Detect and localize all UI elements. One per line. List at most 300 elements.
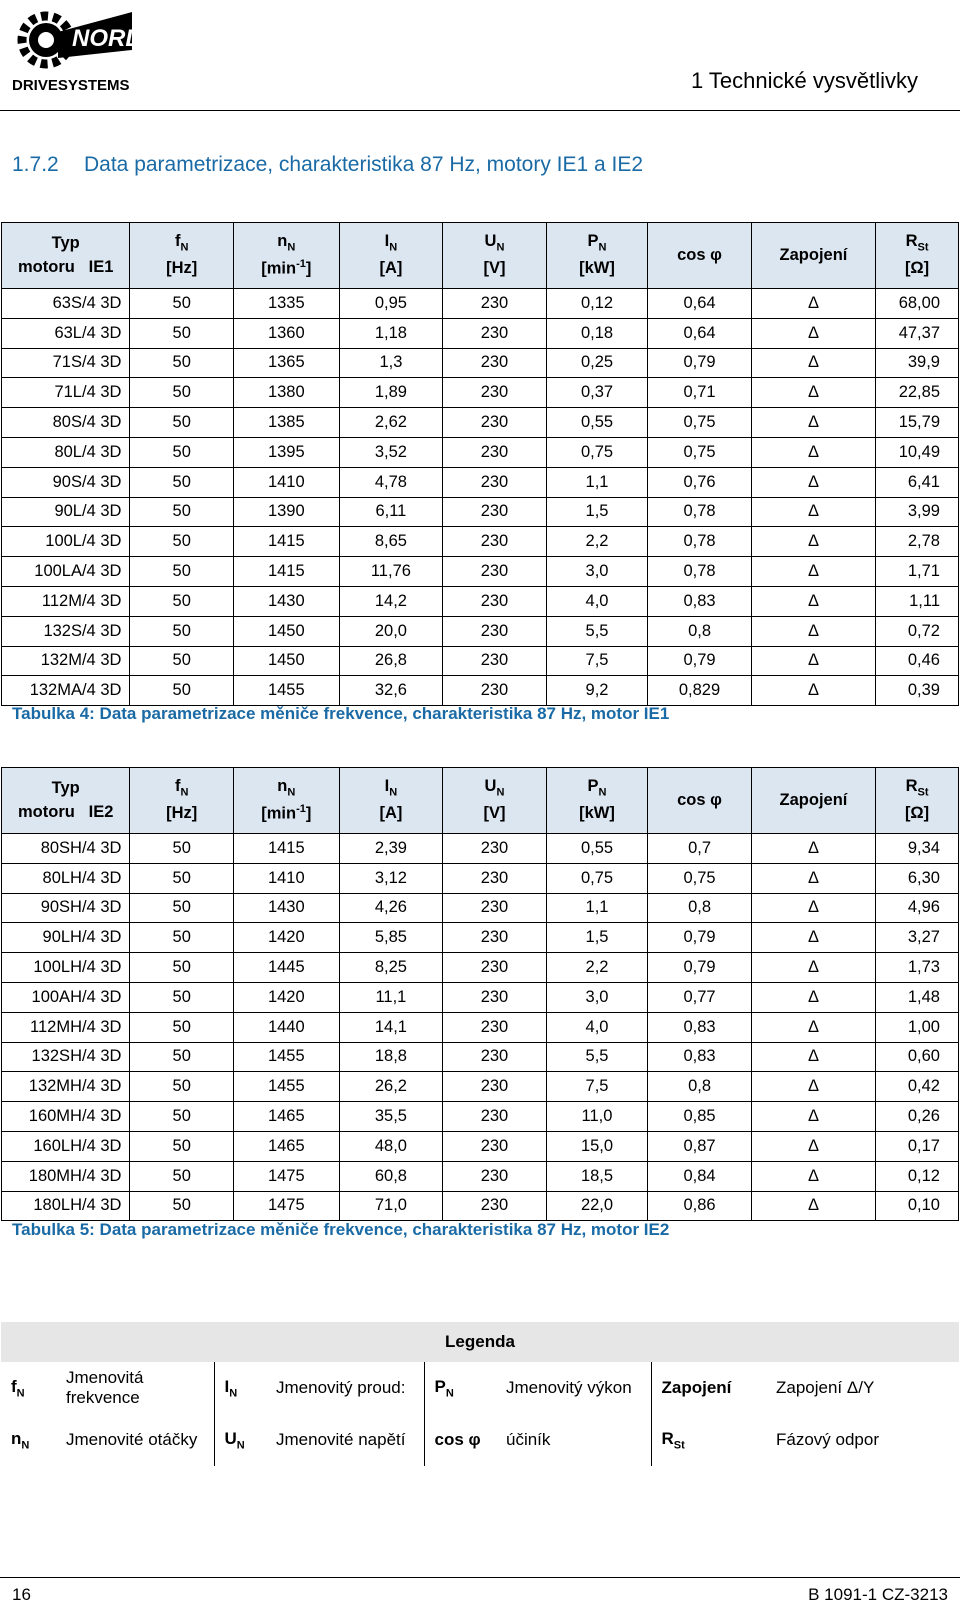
header-frequency: $f_N$ [Hz] [130, 223, 234, 289]
legend-desc-un: Jmenovité napětí [276, 1430, 406, 1449]
cell-frequency: 50 [130, 318, 234, 348]
page-number: 16 [12, 1585, 31, 1604]
page-header-title: 1 Technické vysvětlivky [690, 68, 918, 93]
cell-cos-phi: 0,8 [648, 1072, 752, 1102]
header-type: Typ motoru IE1 [2, 223, 130, 289]
cell-voltage: 230 [443, 1012, 547, 1042]
table-row [2, 467, 959, 497]
cell-type: 132SH/4 3D [2, 1042, 130, 1072]
section-number: 1.7.2 [12, 153, 59, 176]
cell-type: 100AH/4 3D [2, 982, 130, 1012]
cell-type: 160LH/4 3D [2, 1131, 130, 1161]
cell-frequency: 50 [130, 527, 234, 557]
cell-frequency: 50 [130, 1102, 234, 1132]
cell-type: 180MH/4 3D [2, 1161, 130, 1191]
cell-voltage: 230 [443, 586, 547, 616]
cell-power: 15,0 [546, 1131, 648, 1161]
table-row [2, 982, 959, 1012]
legend-symbol-pn: $P_N$ [424, 1362, 496, 1414]
cell-cos-phi: 0,79 [648, 348, 752, 378]
cell-speed: 1415 [233, 557, 339, 587]
table-row [2, 348, 959, 378]
cell-cos-phi: 0,78 [648, 497, 752, 527]
table-row [2, 586, 959, 616]
cell-power: 0,75 [546, 437, 648, 467]
cell-speed: 1395 [233, 437, 339, 467]
table-ie1 [1, 222, 959, 706]
cell-power: 0,25 [546, 348, 648, 378]
cell-resistance: 4,96 [876, 893, 959, 923]
cell-cos-phi: 0,78 [648, 557, 752, 587]
cell-cos-phi: 0,83 [648, 1012, 752, 1042]
legend-desc-in: Jmenovitý proud: [276, 1378, 406, 1397]
cell-resistance: 0,12 [876, 1161, 959, 1191]
cell-resistance: 39,9 [876, 348, 959, 378]
cell-voltage: 230 [443, 834, 547, 864]
header-connection: Zapojení [751, 223, 875, 289]
table-row [2, 1102, 959, 1132]
cell-type: 63L/4 3D [2, 318, 130, 348]
cell-connection: Δ [751, 437, 875, 467]
cell-connection: Δ [751, 527, 875, 557]
header-connection: Zapojení [751, 768, 875, 834]
table-row [2, 557, 959, 587]
cell-frequency: 50 [130, 408, 234, 438]
cell-type: 132MH/4 3D [2, 1072, 130, 1102]
header-cos-phi: cos φ [648, 768, 752, 834]
cell-type: 90L/4 3D [2, 497, 130, 527]
legend-desc-nn: Jmenovité otáčky [66, 1430, 198, 1449]
cell-voltage: 230 [443, 953, 547, 983]
cell-resistance: 47,37 [876, 318, 959, 348]
cell-current: 26,8 [339, 646, 443, 676]
cell-type: 71L/4 3D [2, 378, 130, 408]
cell-power: 18,5 [546, 1161, 648, 1191]
cell-connection: Δ [751, 863, 875, 893]
legend-symbol-in: $I_N$ [214, 1362, 266, 1414]
cell-voltage: 230 [443, 923, 547, 953]
cell-current: 18,8 [339, 1042, 443, 1072]
cell-current: 14,1 [339, 1012, 443, 1042]
cell-speed: 1455 [233, 676, 339, 706]
cell-current: 14,2 [339, 586, 443, 616]
table-ie2 [1, 767, 959, 1221]
cell-connection: Δ [751, 1161, 875, 1191]
table-row [2, 616, 959, 646]
cell-current: 3,52 [339, 437, 443, 467]
table-row [2, 527, 959, 557]
cell-type: 132M/4 3D [2, 646, 130, 676]
legend-table [1, 1322, 959, 1466]
table-row [2, 646, 959, 676]
cell-power: 11,0 [546, 1102, 648, 1132]
cell-cos-phi: 0,829 [648, 676, 752, 706]
header-divider [0, 110, 960, 111]
table-row [2, 893, 959, 923]
cell-speed: 1360 [233, 318, 339, 348]
cell-type: 90LH/4 3D [2, 923, 130, 953]
table-row [2, 1191, 959, 1221]
svg-text:NORD: NORD [72, 25, 143, 52]
cell-type: 112MH/4 3D [2, 1012, 130, 1042]
cell-cos-phi: 0,79 [648, 923, 752, 953]
cell-power: 1,5 [546, 923, 648, 953]
legend-desc-rst: Fázový odpor [776, 1430, 879, 1449]
cell-resistance: 1,73 [876, 953, 959, 983]
cell-frequency: 50 [130, 437, 234, 467]
table-row [2, 408, 959, 438]
cell-resistance: 68,00 [876, 289, 959, 319]
cell-speed: 1450 [233, 646, 339, 676]
cell-frequency: 50 [130, 923, 234, 953]
cell-cos-phi: 0,79 [648, 953, 752, 983]
cell-current: 71,0 [339, 1191, 443, 1221]
nord-logo [12, 6, 143, 96]
cell-current: 3,12 [339, 863, 443, 893]
cell-current: 20,0 [339, 616, 443, 646]
cell-current: 48,0 [339, 1131, 443, 1161]
cell-cos-phi: 0,64 [648, 289, 752, 319]
cell-speed: 1390 [233, 497, 339, 527]
cell-resistance: 0,17 [876, 1131, 959, 1161]
cell-frequency: 50 [130, 1012, 234, 1042]
table-row [2, 437, 959, 467]
cell-speed: 1335 [233, 289, 339, 319]
cell-power: 3,0 [546, 982, 648, 1012]
header-type: Typ motoru IE2 [2, 768, 130, 834]
cell-power: 2,2 [546, 953, 648, 983]
cell-type: 80LH/4 3D [2, 863, 130, 893]
cell-power: 7,5 [546, 646, 648, 676]
cell-connection: Δ [751, 348, 875, 378]
cell-type: 100LA/4 3D [2, 557, 130, 587]
cell-speed: 1415 [233, 527, 339, 557]
cell-frequency: 50 [130, 982, 234, 1012]
cell-type: 180LH/4 3D [2, 1191, 130, 1221]
cell-speed: 1475 [233, 1161, 339, 1191]
cell-speed: 1420 [233, 982, 339, 1012]
cell-type: 160MH/4 3D [2, 1102, 130, 1132]
cell-power: 4,0 [546, 586, 648, 616]
cell-connection: Δ [751, 953, 875, 983]
cell-frequency: 50 [130, 378, 234, 408]
cell-speed: 1455 [233, 1072, 339, 1102]
cell-speed: 1450 [233, 616, 339, 646]
cell-connection: Δ [751, 408, 875, 438]
legend-desc-pn: Jmenovitý výkon [506, 1378, 632, 1397]
cell-current: 1,3 [339, 348, 443, 378]
cell-speed: 1440 [233, 1012, 339, 1042]
header-current: $I_N$ [A] [339, 223, 443, 289]
table-row [2, 378, 959, 408]
cell-power: 0,37 [546, 378, 648, 408]
table-row [2, 676, 959, 706]
cell-connection: Δ [751, 557, 875, 587]
cell-voltage: 230 [443, 1042, 547, 1072]
cell-resistance: 3,99 [876, 497, 959, 527]
cell-power: 0,55 [546, 408, 648, 438]
legend-title: Legenda [1, 1322, 959, 1362]
cell-current: 8,25 [339, 953, 443, 983]
cell-resistance: 22,85 [876, 378, 959, 408]
cell-connection: Δ [751, 378, 875, 408]
cell-cos-phi: 0,75 [648, 863, 752, 893]
cell-cos-phi: 0,75 [648, 408, 752, 438]
cell-resistance: 0,39 [876, 676, 959, 706]
cell-type: 80SH/4 3D [2, 834, 130, 864]
cell-connection: Δ [751, 467, 875, 497]
cell-frequency: 50 [130, 616, 234, 646]
cell-power: 7,5 [546, 1072, 648, 1102]
cell-power: 0,75 [546, 863, 648, 893]
cell-connection: Δ [751, 1102, 875, 1132]
cell-type: 80S/4 3D [2, 408, 130, 438]
section-title: Data parametrizace, charakteristika 87 Hz, motory IE1 a IE2 [84, 153, 644, 176]
cell-voltage: 230 [443, 1131, 547, 1161]
cell-type: 100LH/4 3D [2, 953, 130, 983]
cell-current: 5,85 [339, 923, 443, 953]
cell-cos-phi: 0,83 [648, 586, 752, 616]
cell-voltage: 230 [443, 437, 547, 467]
cell-resistance: 3,27 [876, 923, 959, 953]
header-resistance: $R_{St}$ [Ω] [876, 223, 959, 289]
cell-voltage: 230 [443, 1072, 547, 1102]
cell-cos-phi: 0,84 [648, 1161, 752, 1191]
cell-connection: Δ [751, 1131, 875, 1161]
cell-power: 0,18 [546, 318, 648, 348]
header-speed: $n_N$ $[\min^{-1}]$ [233, 768, 339, 834]
table-row [2, 1072, 959, 1102]
cell-power: 5,5 [546, 616, 648, 646]
cell-current: 1,18 [339, 318, 443, 348]
cell-current: 4,78 [339, 467, 443, 497]
cell-voltage: 230 [443, 378, 547, 408]
cell-current: 26,2 [339, 1072, 443, 1102]
cell-power: 4,0 [546, 1012, 648, 1042]
cell-speed: 1415 [233, 834, 339, 864]
cell-connection: Δ [751, 1012, 875, 1042]
document-number: B 1091-1 CZ-3213 [808, 1585, 948, 1604]
cell-power: 1,1 [546, 893, 648, 923]
cell-voltage: 230 [443, 1161, 547, 1191]
header-cos-phi: cos φ [648, 223, 752, 289]
cell-frequency: 50 [130, 646, 234, 676]
cell-speed: 1410 [233, 467, 339, 497]
cell-connection: Δ [751, 586, 875, 616]
cell-current: 0,95 [339, 289, 443, 319]
cell-type: 80L/4 3D [2, 437, 130, 467]
cell-cos-phi: 0,8 [648, 616, 752, 646]
cell-frequency: 50 [130, 289, 234, 319]
cell-cos-phi: 0,71 [648, 378, 752, 408]
cell-connection: Δ [751, 676, 875, 706]
cell-power: 22,0 [546, 1191, 648, 1221]
cell-frequency: 50 [130, 1161, 234, 1191]
cell-connection: Δ [751, 289, 875, 319]
cell-resistance: 9,34 [876, 834, 959, 864]
cell-frequency: 50 [130, 557, 234, 587]
cell-voltage: 230 [443, 289, 547, 319]
cell-cos-phi: 0,85 [648, 1102, 752, 1132]
cell-connection: Δ [751, 982, 875, 1012]
cell-power: 9,2 [546, 676, 648, 706]
legend-symbol-cos: cos φ [424, 1414, 496, 1466]
cell-current: 11,1 [339, 982, 443, 1012]
table-row [2, 497, 959, 527]
cell-speed: 1445 [233, 953, 339, 983]
cell-type: 90SH/4 3D [2, 893, 130, 923]
cell-current: 6,11 [339, 497, 443, 527]
cell-voltage: 230 [443, 318, 547, 348]
cell-frequency: 50 [130, 893, 234, 923]
cell-current: 8,65 [339, 527, 443, 557]
cell-current: 35,5 [339, 1102, 443, 1132]
cell-resistance: 1,11 [876, 586, 959, 616]
svg-text:DRIVESYSTEMS: DRIVESYSTEMS [12, 77, 130, 94]
cell-cos-phi: 0,78 [648, 527, 752, 557]
cell-power: 5,5 [546, 1042, 648, 1072]
legend-desc-fn: Jmenovitá frekvence [66, 1368, 144, 1407]
cell-cos-phi: 0,86 [648, 1191, 752, 1221]
cell-frequency: 50 [130, 1072, 234, 1102]
cell-type: 100L/4 3D [2, 527, 130, 557]
legend-symbol-fn: $f_N$ [11, 1376, 25, 1400]
cell-frequency: 50 [130, 497, 234, 527]
cell-resistance: 15,79 [876, 408, 959, 438]
cell-speed: 1430 [233, 586, 339, 616]
legend-desc-cos: účiník [506, 1430, 551, 1449]
cell-cos-phi: 0,83 [648, 1042, 752, 1072]
cell-type: 112M/4 3D [2, 586, 130, 616]
table-row [2, 1012, 959, 1042]
cell-type: 90S/4 3D [2, 467, 130, 497]
cell-connection: Δ [751, 497, 875, 527]
cell-connection: Δ [751, 616, 875, 646]
cell-cos-phi: 0,8 [648, 893, 752, 923]
cell-voltage: 230 [443, 863, 547, 893]
header-power: $P_N$ [kW] [546, 223, 648, 289]
header-voltage: $U_N$ [V] [443, 223, 547, 289]
cell-speed: 1465 [233, 1102, 339, 1132]
cell-resistance: 2,78 [876, 527, 959, 557]
cell-frequency: 50 [130, 1042, 234, 1072]
legend-symbol-nn: $n_N$ [11, 1428, 30, 1452]
cell-speed: 1475 [233, 1191, 339, 1221]
cell-voltage: 230 [443, 1102, 547, 1132]
cell-resistance: 1,00 [876, 1012, 959, 1042]
cell-connection: Δ [751, 1072, 875, 1102]
cell-current: 32,6 [339, 676, 443, 706]
table-row [2, 953, 959, 983]
cell-cos-phi: 0,76 [648, 467, 752, 497]
cell-speed: 1380 [233, 378, 339, 408]
cell-resistance: 1,71 [876, 557, 959, 587]
cell-voltage: 230 [443, 348, 547, 378]
table-caption-ie1: Tabulka 4: Data parametrizace měniče frekvence, charakteristika 87 Hz, motor IE1 [12, 704, 670, 723]
cell-speed: 1365 [233, 348, 339, 378]
cell-frequency: 50 [130, 1131, 234, 1161]
table-row [2, 834, 959, 864]
legend-symbol-un: $U_N$ [214, 1414, 266, 1466]
cell-type: 63S/4 3D [2, 289, 130, 319]
cell-resistance: 0,46 [876, 646, 959, 676]
cell-voltage: 230 [443, 646, 547, 676]
cell-resistance: 0,26 [876, 1102, 959, 1132]
cell-resistance: 6,41 [876, 467, 959, 497]
cell-voltage: 230 [443, 467, 547, 497]
cell-current: 4,26 [339, 893, 443, 923]
cell-type: 71S/4 3D [2, 348, 130, 378]
cell-resistance: 0,42 [876, 1072, 959, 1102]
cell-power: 0,55 [546, 834, 648, 864]
cell-power: 3,0 [546, 557, 648, 587]
cell-voltage: 230 [443, 557, 547, 587]
cell-current: 60,8 [339, 1161, 443, 1191]
cell-connection: Δ [751, 923, 875, 953]
cell-resistance: 6,30 [876, 863, 959, 893]
cell-frequency: 50 [130, 1191, 234, 1221]
cell-frequency: 50 [130, 348, 234, 378]
cell-speed: 1410 [233, 863, 339, 893]
cell-connection: Δ [751, 646, 875, 676]
header-current: $I_N$ [A] [339, 768, 443, 834]
cell-cos-phi: 0,79 [648, 646, 752, 676]
cell-resistance: 1,48 [876, 982, 959, 1012]
cell-cos-phi: 0,7 [648, 834, 752, 864]
cell-frequency: 50 [130, 467, 234, 497]
cell-voltage: 230 [443, 497, 547, 527]
cell-cos-phi: 0,77 [648, 982, 752, 1012]
cell-connection: Δ [751, 834, 875, 864]
legend-symbol-zapojeni: Zapojení [651, 1362, 766, 1414]
cell-power: 0,12 [546, 289, 648, 319]
cell-connection: Δ [751, 1191, 875, 1221]
cell-power: 2,2 [546, 527, 648, 557]
cell-current: 2,39 [339, 834, 443, 864]
table-row [2, 923, 959, 953]
cell-resistance: 0,72 [876, 616, 959, 646]
legend-symbol-rst: $R_{St}$ [651, 1414, 766, 1466]
cell-current: 1,89 [339, 378, 443, 408]
cell-voltage: 230 [443, 676, 547, 706]
cell-speed: 1465 [233, 1131, 339, 1161]
table-row [2, 318, 959, 348]
footer-divider [0, 1577, 960, 1578]
cell-frequency: 50 [130, 834, 234, 864]
cell-voltage: 230 [443, 982, 547, 1012]
cell-cos-phi: 0,75 [648, 437, 752, 467]
cell-speed: 1430 [233, 893, 339, 923]
cell-resistance: 0,10 [876, 1191, 959, 1221]
table-caption-ie2: Tabulka 5: Data parametrizace měniče frekvence, charakteristika 87 Hz, motor IE2 [12, 1220, 670, 1239]
cell-type: 132S/4 3D [2, 616, 130, 646]
cell-current: 11,76 [339, 557, 443, 587]
header-power: $P_N$ [kW] [546, 768, 648, 834]
cell-frequency: 50 [130, 676, 234, 706]
cell-connection: Δ [751, 893, 875, 923]
table-row [2, 863, 959, 893]
cell-voltage: 230 [443, 527, 547, 557]
section-heading [12, 153, 643, 177]
table-row [2, 289, 959, 319]
cell-resistance: 0,60 [876, 1042, 959, 1072]
cell-cos-phi: 0,87 [648, 1131, 752, 1161]
cell-speed: 1385 [233, 408, 339, 438]
cell-connection: Δ [751, 1042, 875, 1072]
table-row [2, 1161, 959, 1191]
header-resistance: $R_{St}$ [Ω] [876, 768, 959, 834]
header-frequency: $f_N$ [Hz] [130, 768, 234, 834]
